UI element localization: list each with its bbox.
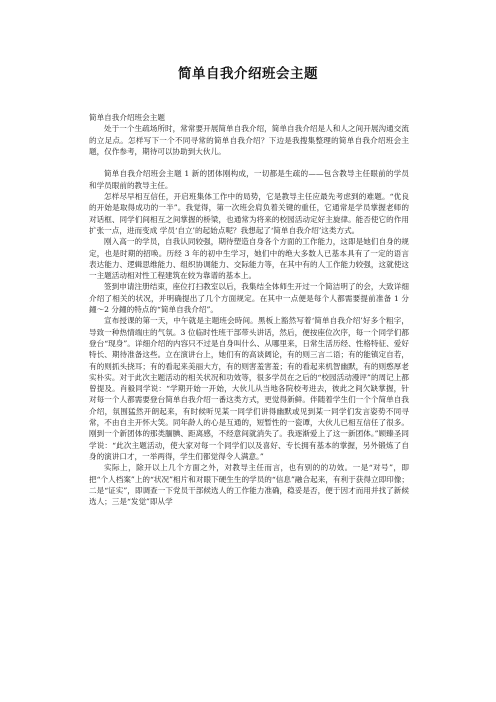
paragraph: 简单自我介绍班会主题 1 新的团体刚构成，一切都是生疏的——包含教导主任眼前的学员和学员眼前的教导主任。: [89, 169, 409, 190]
document-title: 简单自我介绍班会主题: [178, 66, 318, 82]
paragraph: 实际上，除开以上几个方面之外，对教导主任而言，也有别的的功效。一是“对号”，即把“个人档案”上的“状况”相片和对眼下硬生生的学员的“信息”融合起来，有利于获得立即印像；二是“证实”，即调查一下党员干部候选人的工作能力准确，稳妥是否，便于因才而用并找了新候选人；三是“发觉”即从学: [89, 463, 409, 507]
paragraph: 宣布授课的第一天，中午就是主题班会時间。黑板上豁然写着‘简单自我介绍’好多个粗字，导致一种热情端庄的气氛。3 位临时性班干部带头讲话，然后，便按座位次序，每一个同学们都登台“现身”。详细介绍的内容只不过是自身叫什么、从哪里来，日常生活历经、性格特征、爱好特长、期待准备这些。立在演讲台上，她们有的高谈阔论，有的则三言二语；有的能镇定自若，有的则抓头挠耳；有的看起来美丽大方，有的则害羞害羞；有的看起来机智幽默，有的则憨厚老实朴实。对于此次主题活动的相关状况和功效等，很多学员在之后的“校园活动漫评”的周记上都曾提及。肖毅同学说：“学期开始一开始，大伙儿从当地各院校考进去，彼此之间欠缺掌握，针对每一个人都需要登台简单自我介绍一番这类方式，更觉得新鲜。伴随着学生们一个个简单自我介绍，氛围猛然开朗起来，有时候听见某一同学们讲得幽默或见到某一同学们发言姿势不同寻常，不由自主开怀大笑。同年龄人的心是互通的，短暂性的一瓷谭，大伙儿已相互信任了很多。刚到一个新团体的那类腼腆、距离感，不经意间就消失了。我逐渐爱上了这一新团体。”顾臻圣同学说：“此次主题活动，使大家对每一个同学们以及喜好、专长拥有基本的掌握，另外锻炼了自身的演讲口才，一举两得，学生们都觉得令人满意。”: [89, 316, 409, 461]
paragraph: 签到申请注册结束，座位打扫教室以后，我集结全体师生开过一个简洁明了的会，大致详细介绍了相关的状况，并明确提出了几个方面规定。在其中一点便是每个人都需要提前准备 1 分鐘～2 分鐘的特点的“简单自我介绍”。: [89, 282, 409, 315]
paragraph: 怎样尽早相互信任，开启班集体工作中的局势，它是教导主任应最先考虑到的难题。“优良的开始是取得成功的一半”。我觉得，第一次班会肩负着关键的重任，它通常是学员掌握老师的对话框、同学们间相互之间掌握的桥梁，也通常为将来的校园活动定好主旋律。能否使它的作用扩张一点，进而变成 学员‘自立’的起始点呢？我想起了‘简单自我介绍’这类方式。: [89, 192, 409, 235]
paragraph: 处于一个生疏场所时，常常要开展简单自我介绍，简单自我介绍是人和人之间开展沟通交流的立足点。怎样写下一个不同寻常的简单自我介绍？下边是我搜集整理的简单自我介绍班会主题，仅作参考，期待可以协助到大伙儿。: [89, 124, 409, 156]
paragraph: 刚入高一的学员，自我认同较强，期待塑造自身各个方面的工作能力，这即是她们自身的规定，也是时期的招唤。历经 3 年的初中生学习，她们中的绝大多数人已基本具有了一定的语言表达能力、逻辑思维能力、组织协调能力、交际能力等，在其中有的人工作能力较强，这就使这一主题活动相对性工程建筑在较为靠谱的基本上。: [89, 237, 409, 281]
document-body: [89, 112, 409, 507]
paragraph: 简单自我介绍班会主题: [89, 113, 165, 122]
